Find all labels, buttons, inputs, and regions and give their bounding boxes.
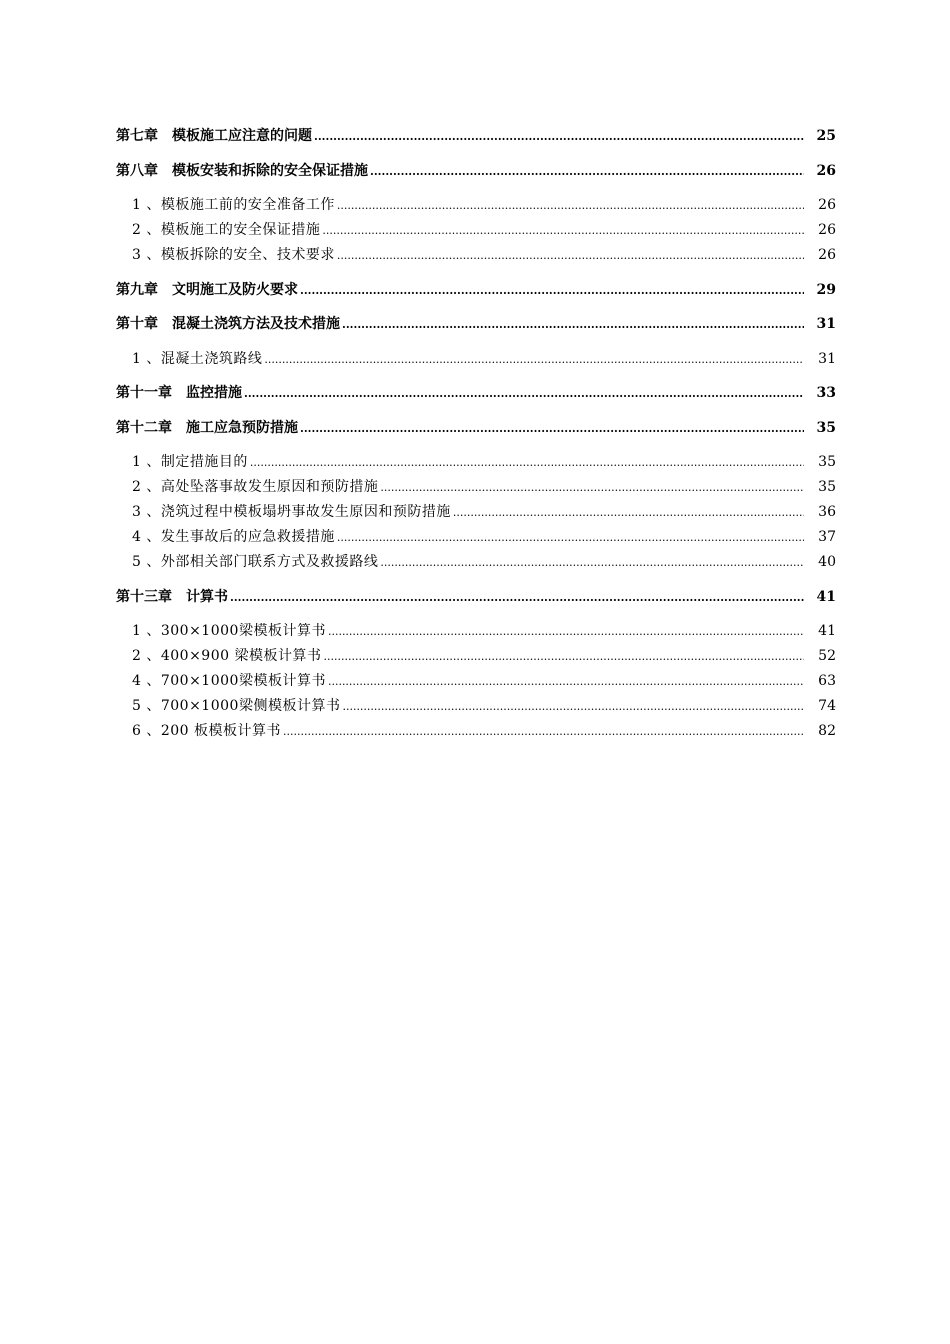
dot-leader	[250, 450, 804, 475]
toc-page-number: 40	[818, 554, 836, 570]
dot-leader	[370, 159, 804, 184]
toc-entry-label: 3 、模板拆除的安全、技术要求	[132, 247, 335, 263]
toc-page-number: 37	[818, 529, 836, 545]
toc-item-row[interactable]	[116, 619, 836, 644]
toc-entry-label: 第九章 文明施工及防火要求	[116, 281, 298, 298]
toc-entry-label: 2 、高处坠落事故发生原因和预防措施	[132, 479, 379, 495]
toc-entry-label: 第十三章 计算书	[116, 588, 228, 605]
toc-page-number: 82	[818, 723, 836, 739]
toc-page-number: 36	[818, 504, 836, 520]
toc-entry-label: 第七章 模板施工应注意的问题	[116, 128, 312, 144]
dot-leader	[328, 669, 804, 694]
toc-entry-label: 5 、700×1000梁侧模板计算书	[132, 698, 341, 714]
dot-leader	[300, 278, 804, 303]
toc-chapter-row[interactable]	[116, 159, 836, 184]
dot-leader	[323, 644, 804, 669]
dot-leader	[380, 550, 804, 575]
toc-item-row[interactable]	[116, 694, 836, 719]
dot-leader	[337, 193, 804, 218]
toc-chapter-row[interactable]	[116, 278, 836, 303]
toc-entry-label: 第十一章 监控措施	[116, 385, 242, 401]
dot-leader	[264, 347, 804, 372]
toc-item-row[interactable]	[116, 475, 836, 500]
toc-page-number: 26	[816, 162, 836, 179]
toc-entry-label: 第十章 混凝土浇筑方法及技术措施	[116, 316, 340, 332]
toc-page-number: 63	[818, 673, 836, 689]
toc-page-number: 52	[818, 648, 836, 664]
toc-page-number: 35	[818, 479, 836, 495]
toc-item-row[interactable]	[116, 525, 836, 550]
toc-item-row[interactable]	[116, 644, 836, 669]
toc-page-number: 41	[816, 588, 836, 605]
toc-entry-label: 4 、700×1000梁模板计算书	[132, 673, 326, 689]
toc-item-row[interactable]	[116, 193, 836, 218]
toc-item-row[interactable]	[116, 450, 836, 475]
dot-leader	[380, 475, 804, 500]
toc-chapter-row[interactable]	[116, 381, 836, 406]
toc-page-number: 74	[818, 698, 836, 714]
toc-entry-label: 4 、发生事故后的应急救援措施	[132, 529, 335, 545]
toc-chapter-row[interactable]	[116, 312, 836, 337]
toc-page-number: 33	[816, 385, 836, 401]
toc-entry-label: 1 、制定措施目的	[132, 454, 248, 470]
toc-chapter-row[interactable]	[116, 416, 836, 441]
table-of-contents	[116, 124, 836, 754]
toc-item-row[interactable]	[116, 347, 836, 372]
dot-leader	[300, 416, 804, 441]
dot-leader	[230, 585, 804, 610]
toc-entry-label: 3 、浇筑过程中模板塌坍事故发生原因和预防措施	[132, 504, 451, 520]
toc-item-row[interactable]	[116, 218, 836, 243]
dot-leader	[453, 500, 804, 525]
toc-page-number: 31	[816, 316, 836, 332]
dot-leader	[322, 218, 804, 243]
toc-entry-label: 2 、400×900 梁模板计算书	[132, 648, 322, 664]
toc-item-row[interactable]	[116, 243, 836, 268]
toc-page-number: 26	[818, 197, 836, 213]
toc-entry-label: 5 、外部相关部门联系方式及救援路线	[132, 554, 379, 570]
toc-item-row[interactable]	[116, 669, 836, 694]
toc-item-row[interactable]	[116, 500, 836, 525]
toc-entry-label: 6 、200 板模板计算书	[132, 723, 282, 739]
toc-page-number: 25	[816, 128, 836, 144]
toc-page-number: 26	[818, 222, 836, 238]
dot-leader	[342, 312, 804, 337]
toc-entry-label: 1 、模板施工前的安全准备工作	[132, 197, 335, 213]
toc-page-number: 35	[818, 454, 836, 470]
toc-page-number: 35	[816, 419, 836, 436]
dot-leader	[337, 525, 804, 550]
toc-page-number: 31	[818, 350, 836, 367]
toc-entry-label: 2 、模板施工的安全保证措施	[132, 222, 321, 238]
dot-leader	[342, 694, 804, 719]
toc-item-row[interactable]	[116, 550, 836, 575]
toc-chapter-row[interactable]	[116, 124, 836, 149]
toc-entry-label: 第十二章 施工应急预防措施	[116, 419, 298, 436]
toc-page-number: 26	[818, 247, 836, 263]
toc-entry-label: 1 、300×1000梁模板计算书	[132, 623, 326, 639]
toc-entry-label: 第八章 模板安装和拆除的安全保证措施	[116, 162, 368, 179]
toc-item-row[interactable]	[116, 719, 836, 744]
dot-leader	[328, 619, 804, 644]
dot-leader	[283, 719, 804, 744]
dot-leader	[337, 243, 804, 268]
toc-chapter-row[interactable]	[116, 585, 836, 610]
toc-page-number: 41	[818, 623, 836, 639]
dot-leader	[244, 381, 804, 406]
dot-leader	[314, 124, 804, 149]
toc-page-number: 29	[816, 281, 836, 298]
toc-entry-label: 1 、混凝土浇筑路线	[132, 350, 263, 367]
